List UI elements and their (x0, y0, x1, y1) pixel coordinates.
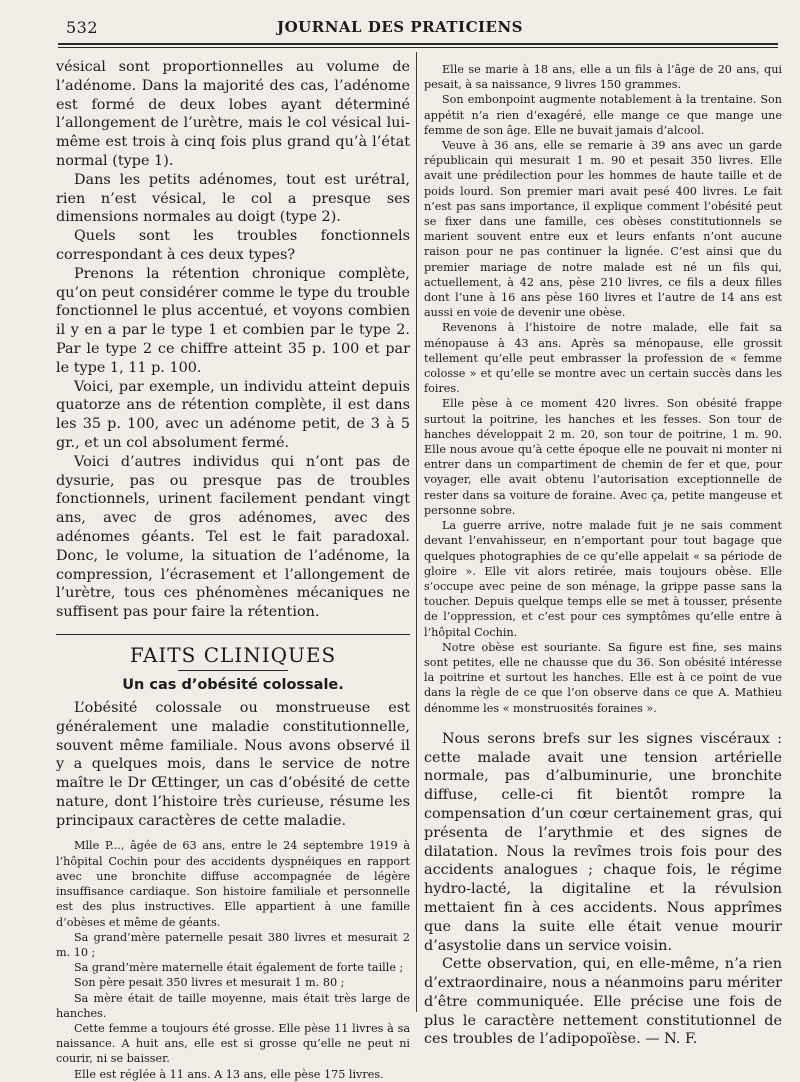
spacer (56, 830, 410, 838)
header-rule-thin (58, 47, 778, 48)
body-paragraph: Prenons la rétention chronique complète, qu’on peut considérer comme le type du trouble fonctionnel le plus accentué, et voyons combien il y en a par le type 1 et combien par le type 2. Par le type 2 ce chiffre atteint 35 p. 100 et par le type 1, 11 p. 100. (56, 265, 410, 376)
case-paragraph: Cette femme a toujours été grosse. Elle pèse 11 livres à sa naissance. A huit ans, elle est si grosse qu’elle ne peut ni courir, ni se baisser. (56, 1021, 410, 1066)
case-paragraph: Veuve à 36 ans, elle se remarie à 39 ans avec un garde républicain qui mesurait 1 m. 90 et pesait 350 livres. Elle avait une prédilection pour les hommes de haute taille et de poids lourd. Son premier mari avait pesé 400 livres. Le fait n’est pas sans importance, il explique comment l’obésité peut se fixer dans une famille, ces obèses constitutionnels se marient souvent entre eux et leurs enfants n’ont aucune raison pour ne pas continuer la lignée. C’est ainsi que du premier mariage de notre malade est né un fils qui, actuellement, à 42 ans, pèse 210 livres, ce fils a deux filles dont l’une à 16 ans pèse 160 livres et l’autre de 14 ans est aussi en voie de devenir une obèse. (424, 139, 782, 320)
case-paragraph: Son père pesait 350 livres et mesurait 1 m. 80 ; (74, 976, 345, 990)
signature: — N. F. (645, 1031, 698, 1048)
section-title: FAITS CLINIQUES (56, 634, 410, 667)
conclusion-text: Cette observation, qui, en elle-même, n’a rien d’extraordinaire, nous a néanmoins paru mériter d’être communiquée. Elle précise une fois de plus le caractère nettement constitutionnel de ces troubles de l’adipopoïèse. (424, 956, 782, 1048)
conclusion-paragraph (424, 955, 782, 1049)
header-rule (58, 43, 778, 45)
case-paragraph: Mlle P..., âgée de 63 ans, entre le 24 septembre 1919 à l’hôpital Cochin pour des accidents dyspnéiques en rapport avec une bronchite diffuse accompagnée de légère insuffisance cardiaque. Son histoire familiale et personnelle est des plus instructives. Elle appartient à une famille d’obèses et même de géants. (56, 839, 410, 929)
case-paragraph: Sa grand’mère paternelle pesait 380 livres et mesurait 2 m. 10 ; (56, 930, 410, 959)
case-paragraph: La guerre arrive, notre malade fuit je ne sais comment devant l’envahisseur, en n’emportant pour tout bagage que quelques photographies de ce qu’elle appelait « sa période de gloire ». Elle vit alors retirée, mais toujours obèse. Elle s’occupe avec peine de son ménage, la grippe passe sans la toucher. Depuis quelque temps elle se met à tousser, présente de l’oppression, et c’est pour ces symptômes qu’elle entre à l’hôpital Cochin. (424, 519, 782, 639)
body-paragraph: Voici, par exemple, un individu atteint depuis quatorze ans de rétention complète, il est dans les 35 p. 100, avec un adénome petit, de 3 à 5 gr., et un col absolument fermé. (56, 378, 410, 451)
case-paragraph: Son embonpoint augmente notablement à la trentaine. Son appétit n’a rien d’exagéré, elle mange ce que mange une femme de son âge. Elle ne buvait jamais d’alcool. (424, 93, 782, 137)
column-divider (416, 52, 417, 1012)
left-column (56, 58, 410, 1082)
body-paragraph: vésical sont proportionnelles au volume de l’adénome. Dans la majorité des cas, l’adénome est formé de deux lobes ayant déterminé l’allongement de l’urètre, mais le col vésical lui-même est trois à cinq fois plus grand qu’à l’état normal (type 1). (56, 59, 410, 169)
conclusion-paragraph: Nous serons brefs sur les signes viscéraux : cette malade avait une tension artérielle normale, pas d’albuminurie, une bronchite diffuse, celle-ci fit bientôt rompre la compensation d’un cœur certainement gras, qui présenta de l’arythmie et des signes de dilatation. Nous la revîmes trois fois pour des accidents analogues ; chaque fois, le régime hydro-lacté, la digitaline et la révulsion mettaient fin à ces accidents. Nous apprîmes que dans la suite elle était venue mourir d’asystolie dans un service voisin. (424, 730, 782, 954)
article-title: Un cas d’obésité colossale. (122, 676, 344, 693)
case-paragraph: Sa grand’mère maternelle était également de forte taille ; (74, 961, 404, 975)
case-paragraph: Elle se marie à 18 ans, elle a un fils à l’âge de 20 ans, qui pesait, à sa naissance, 9 livres 150 grammes. (424, 63, 782, 92)
body-paragraph: Dans les petits adénomes, tout est urétral, rien n’est vésical, le col a presque ses dimensions normales au doigt (type 2). (56, 171, 410, 226)
section-title-rule (178, 670, 288, 671)
body-paragraph: Voici d’autres individus qui n’ont pas de dysurie, pas ou presque pas de troubles fonctionnels, urinent facilement pendant vingt ans, avec de gros adénomes, avec des adénomes géants. Tel est le fait paradoxal. Donc, le volume, la situation de l’adénome, la compression, l’écrasement et l’allongement de l’urètre, tous ces phénomènes mécaniques ne suffisent pas pour faire la rétention. (56, 453, 410, 621)
spacer (424, 716, 782, 730)
case-paragraph: Elle pèse à ce moment 420 livres. Son obésité frappe surtout la poitrine, les hanches et les fesses. Son tour de hanches développait 2 m. 20, son tour de poitrine, 1 m. 90. Elle nous avoue qu’à cette époque elle ne pouvait ni monter ni entrer dans un compartiment de chemin de fer et que, pour voyager, elle avait obtenu l’autorisation exceptionnelle de rester dans sa voiture de foraine. Avec ça, petite mangeuse et personne sobre. (424, 397, 782, 517)
case-paragraph: Notre obèse est souriante. Sa figure est fine, ses mains sont petites, elle ne chausse que du 36. Son obésité intéresse la poitrine et surtout les hanches. Elle est à ce point de vue dans la règle de ce que l’on observe dans ce que A. Mathieu dénomme les « monstruosités foraines ». (424, 640, 782, 715)
intro-paragraph: L’obésité colossale ou monstrueuse est généralement une maladie constitutionnelle, souvent même familiale. Nous avons observé il y a quelques mois, dans le service de notre maître le Dr Œttinger, un cas d’obésité de cette nature, dont l’histoire très curieuse, résume les principaux caractères de cette maladie. (56, 699, 410, 829)
page-number: 532 (66, 18, 99, 37)
case-paragraph: Elle est réglée à 11 ans. A 13 ans, elle pèse 175 livres. (74, 1067, 384, 1081)
case-paragraph: Sa mère était de taille moyenne, mais était très large de hanches. (56, 991, 410, 1020)
running-head: JOURNAL DES PRATICIENS (277, 18, 523, 36)
right-column (424, 62, 782, 1049)
body-paragraph: Quels sont les troubles fonctionnels correspondant à ces deux types? (56, 228, 410, 263)
case-paragraph: Revenons à l’histoire de notre malade, elle fait sa ménopause à 43 ans. Après sa ménopause, elle grossit tellement qu’elle peut embrasser la profession de « femme colosse » et qu’elle se montre avec un certain succès dans les foires. (424, 321, 782, 396)
